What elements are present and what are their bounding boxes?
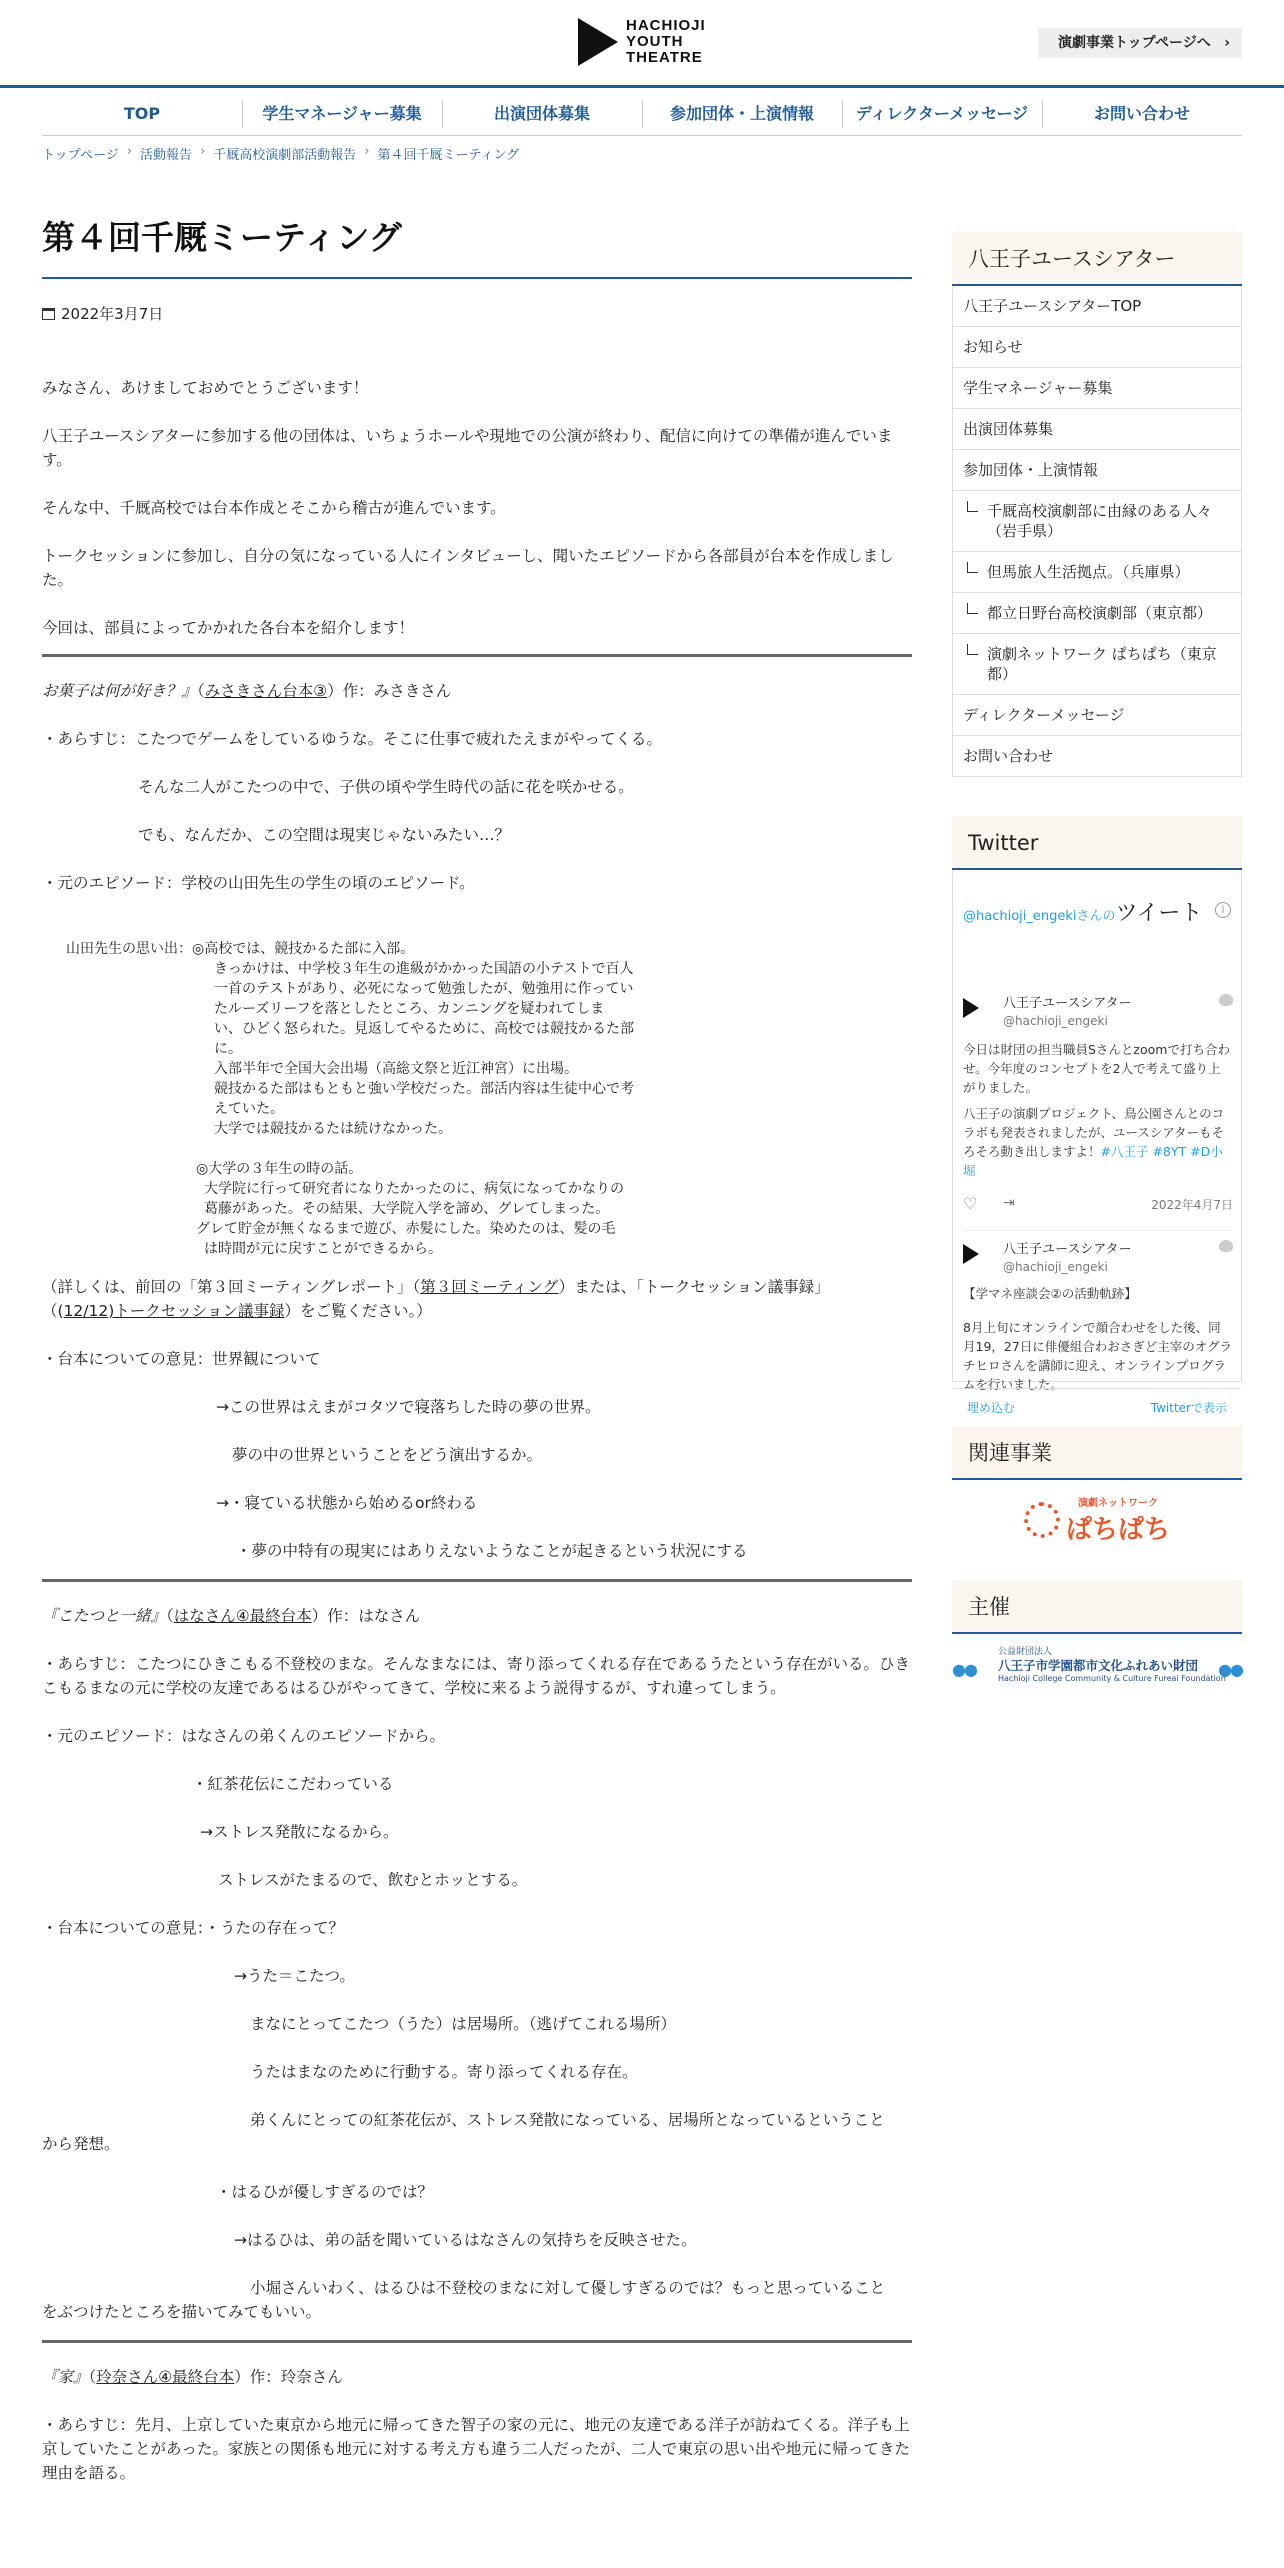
section-divider (42, 1579, 912, 1582)
twitter-bird-icon (1219, 1240, 1233, 1252)
memory-line: 大学院に行って研究者になりたかったのに、病気になってかなりの (204, 1181, 624, 1197)
script-heading: 『こたつと一緒』（はなさん④最終台本）作：はなさん (42, 1607, 421, 1625)
paragraph: うたはまなのために行動する。寄り添ってくれる存在。 (250, 2063, 638, 2081)
breadcrumb-club[interactable]: 千厩高校演劇部活動報告 (213, 148, 357, 163)
ref-text: ）をご覧ください。） (284, 1302, 432, 1320)
avatar (963, 1244, 979, 1264)
memory-line: たルーズリーフを落としたところ、カンニングを疑われてしま (214, 1001, 605, 1017)
paragraph: まなにとってこたつ（うた）は居場所。（逃げてこれる場所） (250, 2015, 676, 2033)
nav-contact[interactable]: お問い合わせ (1042, 92, 1242, 135)
paragraph: ・あらすじ：先月、上京していた東京から地元に帰ってきた智子の家の元に、地元の友達である洋子が訪ねてくる。洋子も上京していたことがあった。家族との関係も地元に対する考え方も違う二人だったが、二人で東京の思い出や地元に帰ってきた理由を語る。 (42, 2416, 910, 2482)
section-divider (42, 2340, 912, 2343)
tweet-handle: @hachioji_engeki (1003, 1014, 1108, 1028)
logo-triangle-icon (578, 18, 618, 66)
breadcrumb (42, 144, 519, 163)
paragraph: ストレスがたまるので、飲むとホッとする。 (218, 1871, 528, 1889)
pachipachi-banner[interactable] (952, 1480, 1242, 1560)
paragraph: ・夢の中特有の現実にはありえないようなことが起きるという状況にする (236, 1542, 748, 1560)
paragraph: ・あらすじ：こたつでゲームをしているゆうな。そこに仕事で疲れたえまがやってくる。 (42, 730, 663, 748)
site-header (0, 0, 1284, 88)
script-author: 作：玲奈さん (249, 2368, 343, 2386)
breadcrumb-home[interactable]: トップページ (42, 148, 119, 163)
tweet-date[interactable]: 2022年4月7日 (1151, 1198, 1233, 1212)
script-author: 作：はなさん (327, 1607, 421, 1625)
sidebar-subitem[interactable]: 千厩高校演劇部に由縁のある人々（岩手県） (952, 491, 1242, 552)
paragraph: ・台本についての意見：・うたの存在って？ (42, 1919, 344, 1937)
global-nav (42, 92, 1242, 136)
view-on-twitter-link[interactable]: Twitterで表示 (1150, 1401, 1227, 1415)
host-title: 主催 (952, 1580, 1242, 1634)
logo-line: THEATRE (626, 49, 703, 66)
paragraph: 今回は、部員によってかかれた各台本を紹介します！ (42, 619, 415, 637)
paragraph: ・元のエピソード：はなさんの弟くんのエピソードから。 (42, 1727, 446, 1745)
chevron-right-icon: › (1224, 35, 1230, 51)
talk-minutes-link[interactable]: 12/12)トークセッション議事録 (63, 1302, 285, 1320)
script-link[interactable]: みさきさん台本③ (204, 682, 328, 700)
paragraph: 夢の中の世界ということをどう演出するか。 (232, 1446, 543, 1464)
logo-line: YOUTH (626, 33, 684, 50)
sidebar-item[interactable]: 参加団体・上演情報 (952, 450, 1242, 491)
twitter-handle-link[interactable]: @hachioji_engeki (963, 909, 1077, 924)
nav-director[interactable]: ディレクターメッセージ (842, 92, 1042, 135)
tweet-author: 八王子ユースシアター (1003, 1242, 1132, 1257)
memory-line: 一首のテストがあり、必死になって勉強したが、勉強用に作ってい (214, 981, 634, 997)
sidebar-subitem[interactable]: 演劇ネットワーク ぱちぱち（東京都） (952, 634, 1242, 695)
tweet-handle: @hachioji_engeki (1003, 1260, 1108, 1274)
dots-icon: ●● (952, 1660, 976, 1679)
post-date-text: 2022年3月7日 (61, 305, 164, 323)
heart-icon[interactable]: ♡ (963, 1194, 978, 1213)
related-section (952, 1426, 1242, 1560)
paragraph: そんな中、千厩高校では台本作成とそこから稽古が進んでいます。 (42, 499, 506, 517)
nav-participants[interactable]: 参加団体・上演情報 (642, 92, 842, 135)
host-banner[interactable] (952, 1634, 1242, 1698)
page-title: 第４回千厩ミーティング (42, 212, 912, 279)
paragraph: みなさん、あけましておめでとうございます！ (42, 379, 369, 397)
memory-line: えていた。 (214, 1101, 284, 1117)
theatre-top-button[interactable] (1038, 28, 1242, 58)
ref-text: （( (42, 1302, 64, 1320)
paragraph: →ストレス発散になるから。 (200, 1823, 399, 1841)
reference-paragraph (42, 1275, 912, 1323)
dots-icon: ●● (1218, 1660, 1242, 1679)
memory-block (42, 939, 912, 1259)
twitter-feed-title (963, 896, 1202, 927)
nav-student-manager[interactable]: 学生マネージャー募集 (242, 92, 442, 135)
tweet-text (963, 1104, 1233, 1180)
memory-line: 競技かるた部はもともと強い学校だった。部活内容は生徒中心で考 (214, 1081, 634, 1097)
sidebar-item[interactable]: お問い合わせ (952, 736, 1242, 777)
post-date (42, 303, 912, 324)
paragraph: 小堀さんいわく、はるひは不登校のまなに対して優しすぎるのでは？もっと思っていること (250, 2279, 886, 2297)
tweet-text: 8月上旬にオンラインで顔合わせをした後、同月19，27日に俳優組合わおさぎど主宰のオグラチヒロさんを講師に迎え、オンラインプログラムを行いました。 (963, 1320, 1233, 1392)
paragraph: ・元のエピソード：学校の山田先生の学生の頃のエピソード。 (42, 874, 475, 892)
tweet-hashtags[interactable]: #八王子 #8YT #D小堀 (963, 1144, 1223, 1178)
script-link[interactable]: はなさん④最終台本 (173, 1607, 312, 1625)
paragraph: ・あらすじ：こたつにひきこもる不登校のまな。そんなまなには、寄り添ってくれる存在であるうたという存在がいる。ひきこもるまなの元に学校の友達であるはるひがやってきて、学校に来るよう説得するが、すれ違ってしまう。 (42, 1655, 911, 1697)
memory-line: に。 (214, 1041, 242, 1057)
tweet[interactable] (963, 1240, 1233, 1392)
paragraph: そんな二人がこたつの中で、子供の頃や学生時代の話に花を咲かせる。 (138, 778, 634, 796)
calendar-icon (42, 308, 55, 320)
memory-line: きっかけは、中学校３年生の進級がかかった国語の小テストで百人 (214, 961, 634, 977)
ref-text: （詳しくは、前回の「第３回ミーティングレポート」（ (42, 1278, 421, 1296)
twitter-bird-icon (1219, 994, 1233, 1006)
script-title: 『こたつと一緒』 (42, 1607, 167, 1625)
memory-line: ◎大学の３年生の時の話。 (196, 1161, 363, 1177)
logo-line: HACHIOJI (626, 17, 706, 34)
sidebar-subitem[interactable]: 但馬旅人生活拠点。（兵庫県） (952, 552, 1242, 593)
section-divider (42, 654, 912, 657)
paragraph: トークセッションに参加し、自分の気になっている人にインタビューし、聞いたエピソードから各部員が台本を作成しました。 (42, 547, 894, 589)
paragraph: →この世界はえまがコタツで寝落ちした時の夢の世界。 (216, 1398, 601, 1416)
meeting3-link[interactable]: 第３回ミーティング (420, 1278, 559, 1296)
script-author: 作：みさきさん (342, 682, 452, 700)
script-heading: お菓子は何が好き？』（みさきさん台本③）作：みさきさん (42, 682, 452, 700)
memory-line: 入部半年で全国大会出場（高総文祭と近江神宮）に出場。 (214, 1061, 578, 1077)
paragraph: →うた＝こたつ。 (234, 1967, 355, 1985)
host-name-en: Hachioji College Community & Culture Fureai Foundation (998, 1674, 1226, 1683)
nav-performers[interactable]: 出演団体募集 (442, 92, 642, 135)
paragraph: →・寝ている状態から始めるor終わる (216, 1494, 478, 1512)
host-small-label: 公益財団法人 (998, 1647, 1053, 1657)
paragraph: 弟くんにとっての紅茶花伝が、ストレス発散になっている、居場所となっているということ (250, 2111, 885, 2129)
breadcrumb-reports[interactable]: 活動報告 (140, 148, 193, 163)
tweet-text-body: 八王子の演劇プロジェクト、鳥公園さんとのコラボも発表されましたが、ユースシアターもそろそろ動き出しますよ！ (963, 1106, 1225, 1159)
chevron-right-icon: › (200, 144, 206, 159)
sidebar-item[interactable]: ディレクターメッセージ (952, 695, 1242, 736)
paragraph: ・台本についての意見：世界観について (42, 1350, 321, 1368)
chevron-right-icon: › (364, 144, 370, 159)
sidebar-item[interactable]: 出演団体募集 (952, 409, 1242, 450)
chevron-right-icon: › (126, 144, 133, 159)
breadcrumb-current: 第４回千厩ミーティング (377, 148, 520, 163)
tweet-text: 今日は財団の担当職員Sさんとzoomで打ち合わせ。今年度のコンセプトを2人で考えて盛り上がりました。 (963, 1042, 1230, 1095)
twitter-tweets-label: ツイート (1115, 901, 1203, 926)
sidebar-item[interactable]: 八王子ユースシアターTOP (952, 286, 1242, 327)
paragraph: でも、なんだか、この空間は現実じゃないみたい…？ (138, 826, 511, 844)
memory-line: い、ひどく怒られた。見返してやるために、高校では競技かるた部 (214, 1021, 634, 1037)
theatre-top-label: 演劇事業トップページへ (1058, 35, 1211, 51)
share-icon[interactable]: ⇥ (1003, 1195, 1015, 1211)
paragraph: ・はるひが優しすぎるのでは？ (216, 2183, 434, 2201)
article (42, 212, 912, 2485)
sidebar-item[interactable]: 学生マネージャー募集 (952, 368, 1242, 409)
embed-link[interactable]: 埋め込む (967, 1401, 1016, 1415)
script-title: お菓子は何が好き？』 (42, 682, 198, 700)
twitter-widget (952, 816, 1242, 1415)
script-heading: 『家』（玲奈さん④最終台本）作：玲奈さん (42, 2368, 343, 2386)
tweet-divider (963, 1230, 1231, 1231)
related-title: 関連事業 (952, 1426, 1242, 1480)
paragraph: ・紅茶花伝にこだわっている (192, 1775, 394, 1793)
sparkle-icon (1024, 1502, 1060, 1538)
related-logo-text: ぱちぱち (1065, 1515, 1170, 1545)
tweet-text: 【学マネ座談会②の活動軌跡】 (963, 1286, 1137, 1301)
memory-line: は時間が元に戻すことができるから。 (204, 1241, 442, 1257)
memory-line: 大学では競技かるたは続けなかった。 (214, 1121, 452, 1137)
sidebar-subitem[interactable]: 都立日野台高校演劇部（東京都） (952, 593, 1242, 634)
twitter-title: Twitter (952, 816, 1242, 870)
tweet-author: 八王子ユースシアター (1003, 996, 1132, 1011)
paragraph: をぶつけたところを描いてみてもいい。 (42, 2303, 322, 2321)
twitter-san: さんの (1076, 909, 1116, 924)
paragraph: 八王子ユースシアターに参加する他の団体は、いちょうホールや現地での公演が終わり、配信に向けての準備が進んでいます。 (42, 427, 893, 469)
paragraph: から発想。 (42, 2135, 120, 2153)
host-section (952, 1580, 1242, 1698)
related-logo-top: 演劇ネットワーク (1077, 1498, 1158, 1509)
nav-top[interactable]: TOP (123, 104, 161, 123)
sidebar-item[interactable]: お知らせ (952, 327, 1242, 368)
host-name: 八王子市学園都市文化ふれあい財団 (998, 1658, 1199, 1673)
script-link[interactable]: 玲奈さん④最終台本 (96, 2368, 235, 2386)
site-logo[interactable] (578, 18, 706, 66)
tweet[interactable] (963, 994, 1233, 1224)
ref-text: ）または、「トークセッション議事録」 (558, 1278, 830, 1296)
avatar (963, 998, 979, 1018)
sidebar-menu-title: 八王子ユースシアター (952, 232, 1242, 286)
memory-line: 葛藤があった。その結果、大学院入学を諦め、グレてしまった。 (204, 1201, 610, 1217)
twitter-footer (953, 1388, 1241, 1428)
sidebar-menu (952, 232, 1242, 777)
paragraph: →はるひは、弟の話を聞いているはなさんの気持ちを反映させた。 (234, 2231, 697, 2249)
memory-line: グレて貯金が無くなるまで遊び、赤髪にした。染めたのは、髪の毛 (196, 1221, 616, 1237)
script-title: 『家』 (42, 2368, 89, 2386)
memory-label: 山田先生の思い出：◎高校では、競技かるた部に入部。 (66, 941, 415, 957)
info-icon[interactable]: i (1215, 902, 1231, 918)
